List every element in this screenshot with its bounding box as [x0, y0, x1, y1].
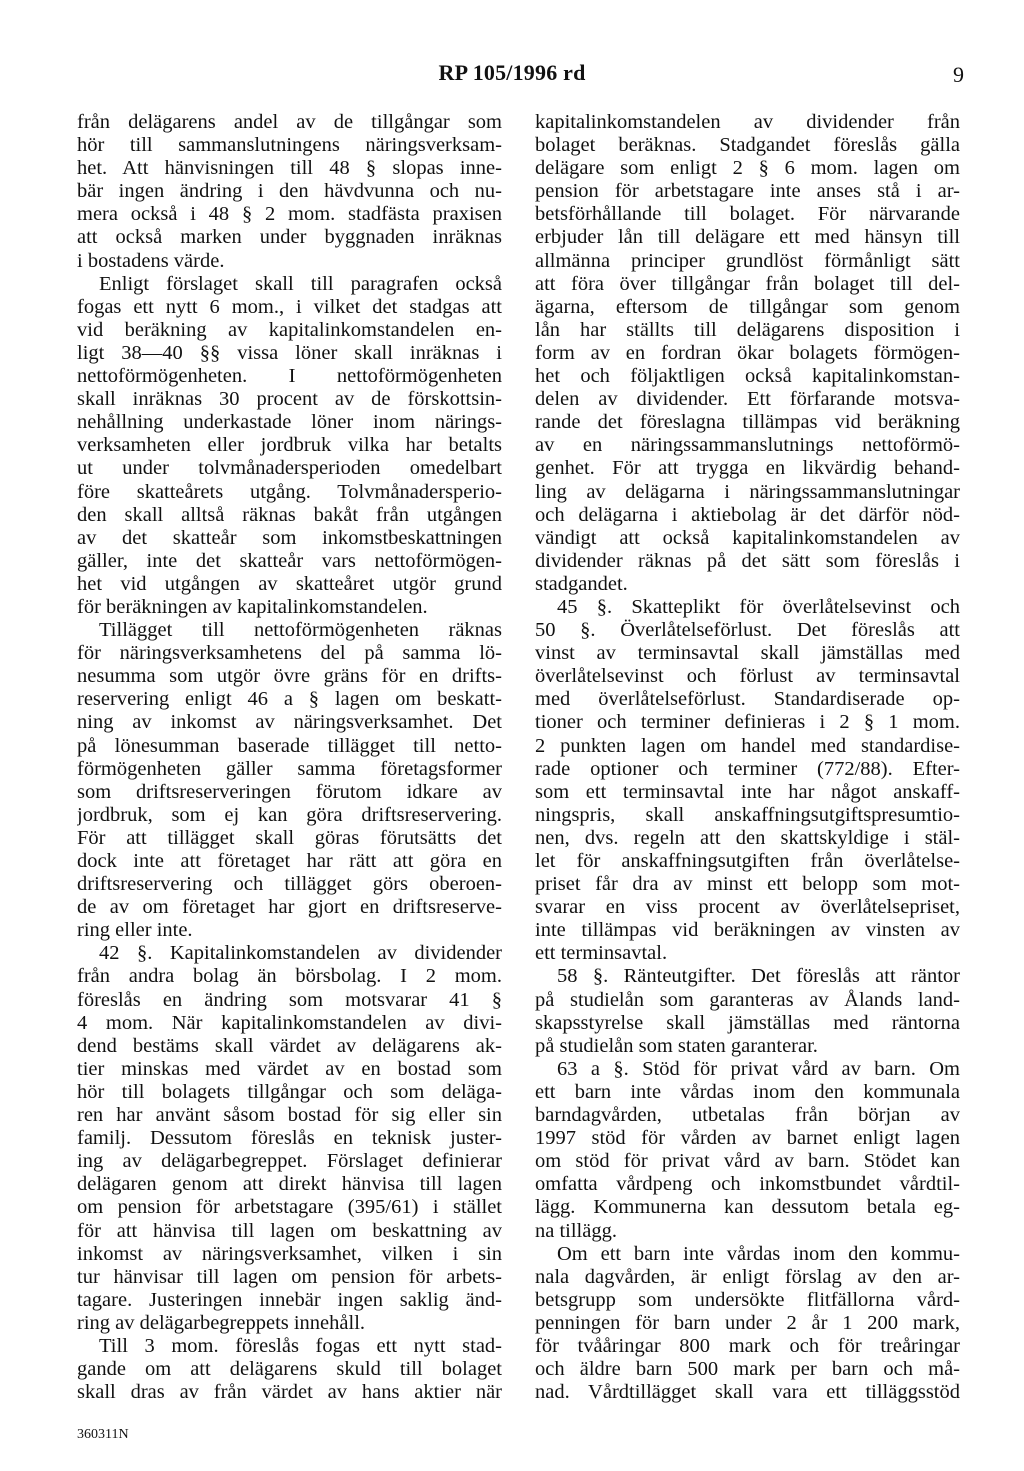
text-line: För att tillägget skall göras förutsätts det: [77, 826, 502, 849]
text-line: på studielån som staten garanterar.: [535, 1034, 818, 1057]
text-line: och äldre barn 500 mark per barn och må-: [535, 1358, 960, 1381]
text-line: dend bestäms skall värdet av delägarens ak-: [77, 1034, 502, 1057]
text-line: penningen för barn under 2 år 1 200 mark,: [535, 1311, 960, 1334]
text-line: att också marken under byggnaden inräknas: [77, 226, 502, 249]
text-line: ring eller inte.: [77, 919, 193, 942]
text-line: barndagvården, utbetalas från början av: [535, 1104, 960, 1127]
text-line: fogas ett nytt 6 mom., i vilket det stadgas att: [77, 295, 502, 318]
text-line: för tvååringar 800 mark och för treåringar: [535, 1334, 960, 1357]
text-line: vändigt att också kapitalinkomstandelen av: [535, 526, 960, 549]
text-line: nad. Vårdtillägget skall vara ett tilläggsstöd: [535, 1381, 960, 1404]
text-line: för att hänvisa till lagen om beskattning av: [77, 1219, 502, 1242]
text-line: het. Att hänvisningen till 48 § slopas inne-: [77, 157, 502, 180]
text-line: dock inte att företaget har rätt att göra en: [77, 850, 502, 872]
page-header-title: RP 105/1996 rd: [438, 60, 586, 85]
page-number: 9: [953, 62, 964, 87]
text-line: ett barn inte vårdas inom den kommunala: [535, 1080, 960, 1103]
text-line: 63 a §. Stöd för privat vård av barn. Om: [557, 1057, 960, 1080]
text-line: tier minskas med värdet av en bostad som: [77, 1057, 502, 1080]
text-line: skapsstyrelse skall jämställas med räntorna: [535, 1011, 960, 1034]
text-line: inte tillämpas vid beräkningen av vinsten av: [535, 919, 960, 942]
text-line: betsgrupp som undersökte flitfällorna vård-: [535, 1288, 960, 1311]
text-line: som driftsreserveringen förutom idkare av: [77, 780, 502, 803]
text-line: om stöd för privat vård av barn. Stödet kan: [535, 1150, 960, 1173]
text-line: inkomst av näringsverksamhet, vilken i sin: [77, 1242, 502, 1265]
text-line: som ett terminsavtal inte har något anskaff-: [535, 780, 960, 803]
text-line: tioner och terminer definieras i 2 § 1 mom.: [535, 711, 960, 734]
text-line: skall dras av från värdet av hans aktier när: [77, 1381, 502, 1404]
text-line: verksamheten eller jordbruk vilka har betalts: [77, 434, 502, 457]
text-line: let för anskaffningsutgiften från överlåtelse-: [535, 850, 960, 872]
text-line: tagare. Justeringen innebär ingen saklig änd-: [77, 1288, 502, 1311]
text-line: före skatteårets utgång. Tolvmånadersperio-: [77, 480, 502, 503]
text-line: överlåtelsevinst och förlust av terminsavtal: [535, 665, 960, 688]
text-line: 45 §. Skatteplikt för överlåtelsevinst och: [557, 595, 960, 618]
text-line: 1997 stöd för vården av barnet enligt lagen: [535, 1127, 960, 1150]
footer-document-code: 360311N: [77, 1427, 129, 1442]
text-line: av det skatteår som inkomstbeskattningen: [77, 526, 502, 549]
text-line: gäller, inte det skatteår vars nettoförmögen-: [77, 549, 502, 572]
text-line: hör till sammanslutningens näringsverksam-: [77, 134, 502, 157]
text-line: bolaget beräknas. Stadgandet föreslås gälla: [535, 134, 960, 157]
text-line: erbjuder lån till delägare ett med hänsyn till: [535, 226, 960, 249]
text-line: att föra över tillgångar från bolaget till del-: [535, 272, 960, 295]
text-line: reservering enligt 46 a § lagen om beskatt-: [77, 688, 502, 711]
text-line: bär ingen ändring i den hävdvunna och nu-: [77, 180, 502, 203]
text-line: Enligt förslaget skall till paragrafen också: [99, 272, 502, 295]
text-line: vid beräkning av kapitalinkomstandelen en-: [77, 318, 502, 341]
text-line: nehållning underkastade löner inom närings-: [77, 411, 502, 434]
text-line: delägaren genom att direkt hänvisa till lagen: [77, 1173, 502, 1196]
text-line: skall inräknas 30 procent av de förskottsin-: [77, 388, 502, 411]
text-line: på lönesumman baserade tillägget till netto-: [77, 734, 502, 757]
text-line: ett terminsavtal.: [535, 942, 668, 965]
text-line: priset får dra av minst ett belopp som mot-: [535, 873, 960, 896]
text-line: het vid utgången av skatteåret utgör grund: [77, 572, 502, 595]
text-line: 58 §. Ränteutgifter. Det föreslås att räntor: [557, 965, 960, 988]
text-line: ring av delägarbegreppets innehåll.: [77, 1311, 366, 1334]
text-line: ligt 38—40 §§ vissa löner skall inräknas i: [77, 341, 502, 364]
text-line: hör till bolagets tillgångar och som deläga-: [77, 1080, 502, 1103]
text-line: om pension för arbetstagare (395/61) i stället: [77, 1196, 502, 1219]
text-line: kapitalinkomstandelen av dividender från: [535, 111, 960, 133]
text-line: ningspris, skall anskaffningsutgiftspresumtio-: [535, 803, 960, 826]
text-line: 4 mom. När kapitalinkomstandelen av divi-: [77, 1011, 502, 1034]
text-line: stadgandet.: [535, 572, 628, 595]
text-line: av en näringssammanslutnings nettoförmö-: [535, 434, 960, 457]
text-line: het och följaktligen också kapitalinkomstan-: [535, 365, 960, 388]
text-line: rade optioner och terminer (772/88). Efter-: [535, 757, 960, 780]
text-line: mera också i 48 § 2 mom. stadfästa praxisen: [77, 203, 502, 226]
text-line: de av om företaget har gjort en driftsreserve-: [77, 896, 502, 919]
text-line: pension för arbetstagare inte anses stå i ar-: [535, 180, 960, 203]
text-line: betsförhållande till bolaget. För närvarande: [535, 203, 960, 226]
text-line: förmögenheten gäller samma företagsformer: [77, 757, 502, 780]
text-line: Tillägget till nettoförmögenheten räknas: [99, 619, 502, 642]
text-line: från delägarens andel av de tillgångar som: [77, 111, 502, 133]
text-line: tur hänvisar till lagen om pension för arbets-: [77, 1265, 502, 1288]
text-line: och delägarna i aktiebolag är det därför nöd-: [535, 503, 960, 526]
text-line: 2 punkten lagen om handel med standardise-: [535, 734, 960, 757]
text-line: Till 3 mom. föreslås fogas ett nytt stad-: [99, 1334, 502, 1357]
text-line: nettoförmögenheten. I nettoförmögenheten: [77, 365, 502, 388]
text-line: svarar en viss procent av överlåtelsepriset,: [535, 896, 960, 919]
text-line: 42 §. Kapitalinkomstandelen av dividender: [99, 942, 502, 965]
text-line: form av en fordran ökar bolagets förmögen-: [535, 341, 960, 364]
text-line: på studielån som garanteras av Ålands land-: [535, 988, 960, 1011]
text-line: ling av delägarna i näringssammanslutningar: [535, 480, 960, 503]
text-line: i bostadens värde.: [77, 249, 225, 272]
text-line: ren har använt såsom bostad för sig eller sin: [77, 1104, 502, 1127]
text-line: från andra bolag än börsbolag. I 2 mom.: [77, 965, 502, 988]
text-line: Om ett barn inte vårdas inom den kommu-: [557, 1242, 960, 1265]
text-line: föreslås en ändring som motsvarar 41 §: [77, 988, 502, 1011]
text-line: vinst av terminsavtal skall jämställas med: [535, 642, 960, 665]
text-line: lån har ställts till delägarens disposition i: [535, 318, 960, 341]
left-text-column: [77, 111, 502, 1404]
text-line: med överlåtelseförlust. Standardiserade op-: [535, 688, 960, 711]
text-line: 50 §. Överlåtelseförlust. Det föreslås att: [535, 619, 960, 642]
text-line: nesumma som utgör övre gräns för en drifts-: [77, 665, 502, 688]
text-line: lägg. Kommunerna kan dessutom betala eg-: [535, 1196, 960, 1219]
text-line: ut under tolvmånadersperioden omedelbart: [77, 457, 502, 480]
right-text-column: [535, 111, 960, 1404]
text-line: ägarna, eftersom de tillgångar som genom: [535, 295, 960, 318]
text-line: ing av delägarbegreppet. Förslaget definierar: [77, 1150, 502, 1173]
text-line: för beräkningen av kapitalinkomstandelen.: [77, 595, 428, 618]
text-line: omfatta vårdpeng och inkomstbundet vårdtil-: [535, 1173, 960, 1196]
text-line: familj. Dessutom föreslås en teknisk juster-: [77, 1127, 502, 1150]
text-line: delen av dividender. Ett förfarande motsva-: [535, 388, 960, 411]
text-line: jordbruk, som ej kan göra driftsreservering.: [77, 803, 502, 826]
text-line: dividender räknas på det sätt som föreslås i: [535, 549, 960, 572]
text-line: gande om att delägarens skuld till bolaget: [77, 1358, 502, 1381]
text-line: driftsreservering och tillägget görs oberoen-: [77, 873, 502, 896]
text-line: rande det föreslagna tillämpas vid beräkning: [535, 411, 960, 434]
text-line: na tillägg.: [535, 1219, 617, 1242]
text-line: för näringsverksamhetens del på samma lö-: [77, 642, 502, 665]
text-line: den skall alltså räknas bakåt från utgången: [77, 503, 502, 526]
text-line: ning av inkomst av näringsverksamhet. Det: [77, 711, 502, 734]
text-line: nen, dvs. regeln att den skattskyldige i stäl-: [535, 826, 960, 849]
text-line: allmänna principer grundlöst förmånligt sätt: [535, 249, 960, 272]
text-line: genhet. För att trygga en likvärdig behand-: [535, 457, 960, 480]
text-line: nala dagvården, är enligt förslag av den ar-: [535, 1265, 960, 1288]
text-line: delägare som enligt 2 § 6 mom. lagen om: [535, 157, 960, 180]
